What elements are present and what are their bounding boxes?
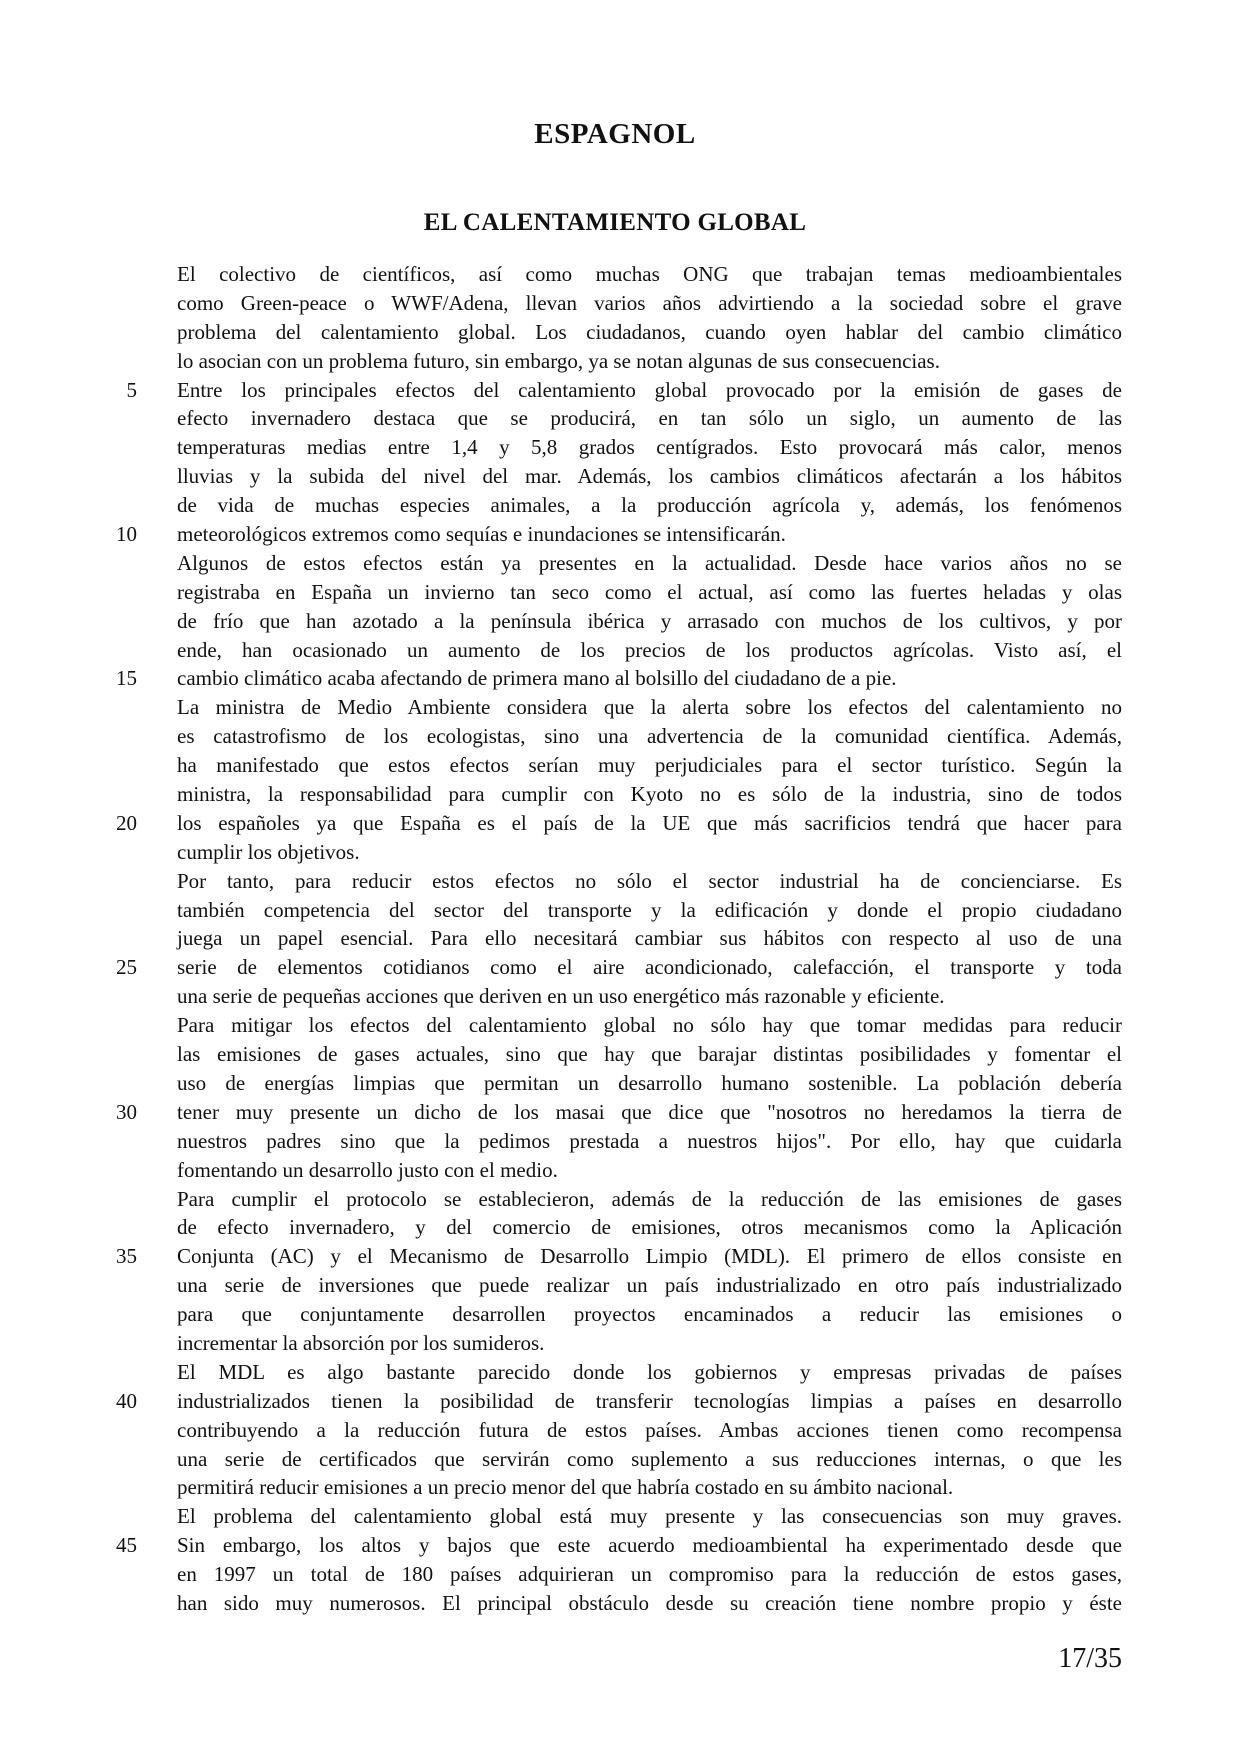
- text-line: [108, 462, 1122, 491]
- line-number: [108, 838, 137, 867]
- text-line: [108, 520, 1122, 549]
- line-number: 35: [116, 1244, 137, 1269]
- line-number: [108, 289, 137, 318]
- line-number: [108, 1213, 137, 1242]
- line-number: [108, 1300, 137, 1329]
- line-number: 25: [116, 955, 137, 980]
- line-number: [108, 1473, 137, 1502]
- line-number: [108, 1156, 137, 1185]
- line-number: 40: [116, 1388, 137, 1413]
- text-line: [108, 1358, 1122, 1387]
- line-text: es catastrofismo de los ecologistas, sino una advertencia de la comunidad científica. Además,: [177, 724, 1122, 749]
- line-text: los españoles ya que España es el país de la UE que más sacrificios tendrá que hacer para: [177, 810, 1122, 835]
- line-text: efecto invernadero destaca que se producirá, en tan sólo un siglo, un aumento de las: [177, 406, 1122, 431]
- line-number: [108, 549, 137, 578]
- text-line: [108, 289, 1122, 318]
- document-title: ESPAGNOL: [534, 118, 696, 150]
- line-text: una serie de inversiones que puede realizar un país industrializado en otro país industrializado: [177, 1273, 1122, 1298]
- text-line: [108, 1300, 1122, 1329]
- line-text: han sido muy numerosos. El principal obstáculo desde su creación tiene nombre propio y éste: [177, 1590, 1122, 1615]
- text-line: [108, 924, 1122, 953]
- line-text: de vida de muchas especies animales, a la producción agrícola y, además, los fenómenos: [177, 493, 1122, 518]
- line-text: fomentando un desarrollo justo con el medio.: [177, 1157, 558, 1182]
- line-number: [108, 1502, 137, 1531]
- text-line: [108, 1271, 1122, 1300]
- text-line: [108, 376, 1122, 405]
- line-text: La ministra de Medio Ambiente considera que la alerta sobre los efectos del calentamiento no: [177, 695, 1122, 720]
- text-line: [108, 809, 1122, 838]
- line-text: juega un papel esencial. Para ello necesitará cambiar sus hábitos con respecto al uso de una: [177, 926, 1122, 951]
- text-line: [108, 1156, 1122, 1185]
- line-text: uso de energías limpias que permitan un desarrollo humano sostenible. La población debería: [177, 1070, 1122, 1095]
- text-line: [108, 260, 1122, 289]
- line-number: [108, 1445, 137, 1474]
- line-number: [108, 1329, 137, 1358]
- line-text: de efecto invernadero, y del comercio de emisiones, otros mecanismos como la Aplicación: [177, 1215, 1122, 1240]
- text-line: [108, 1185, 1122, 1214]
- line-text: para que conjuntamente desarrollen proyectos encaminados a reducir las emisiones o: [177, 1302, 1122, 1327]
- text-line: [108, 1213, 1122, 1242]
- text-line: [108, 780, 1122, 809]
- line-number: [108, 1185, 137, 1214]
- text-line: [108, 896, 1122, 925]
- line-text: lo asocian con un problema futuro, sin embargo, ya se notan algunas de sus consecuencias.: [177, 348, 940, 373]
- line-text: Para mitigar los efectos del calentamiento global no sólo hay que tomar medidas para reducir: [177, 1013, 1122, 1038]
- line-text: incrementar la absorción por los sumideros.: [177, 1330, 545, 1355]
- line-number: 20: [116, 810, 137, 835]
- text-line: [108, 1387, 1122, 1416]
- line-number: [108, 722, 137, 751]
- line-text: serie de elementos cotidianos como el aire acondicionado, calefacción, el transporte y toda: [177, 955, 1122, 980]
- line-text: ha manifestado que estos efectos serían muy perjudiciales para el sector turístico. Según la: [177, 753, 1122, 778]
- line-number: [108, 347, 137, 376]
- line-number: [108, 693, 137, 722]
- text-line: [108, 1416, 1122, 1445]
- line-text: Algunos de estos efectos están ya presentes en la actualidad. Desde hace varios años no se: [177, 550, 1122, 575]
- text-line: [108, 1040, 1122, 1069]
- text-line: [108, 433, 1122, 462]
- text-line: [108, 404, 1122, 433]
- line-text: problema del calentamiento global. Los ciudadanos, cuando oyen hablar del cambio climático: [177, 319, 1122, 344]
- text-line: [108, 1069, 1122, 1098]
- line-number: [108, 1358, 137, 1387]
- line-text: El problema del calentamiento global está muy presente y las consecuencias son muy graves.: [177, 1504, 1122, 1529]
- text-line: [108, 347, 1122, 376]
- line-text: cumplir los objetivos.: [177, 839, 360, 864]
- text-body: [108, 260, 1122, 1618]
- line-text: Conjunta (AC) y el Mecanismo de Desarrollo Limpio (MDL). El primero de ellos consiste en: [177, 1244, 1122, 1269]
- line-number: 45: [116, 1533, 137, 1558]
- line-number: 10: [116, 522, 137, 547]
- line-text: una serie de certificados que servirán como suplemento a sus reducciones internas, o que les: [177, 1446, 1122, 1471]
- line-text: El colectivo de científicos, así como muchas ONG que trabajan temas medioambientales: [177, 262, 1122, 286]
- text-line: [108, 1445, 1122, 1474]
- line-number: [108, 636, 137, 665]
- text-line: [108, 982, 1122, 1011]
- line-text: registraba en España un invierno tan seco como el actual, así como las fuertes heladas y olas: [177, 579, 1122, 604]
- text-line: [108, 693, 1122, 722]
- line-text: cambio climático acaba afectando de primera mano al bolsillo del ciudadano de a pie.: [177, 666, 897, 691]
- line-number: [108, 404, 137, 433]
- text-line: [108, 578, 1122, 607]
- line-text: ministra, la responsabilidad para cumplir con Kyoto no es sólo de la industria, sino de todos: [177, 782, 1122, 807]
- line-number: [108, 1560, 137, 1589]
- text-line: [108, 664, 1122, 693]
- line-text: en 1997 un total de 180 países adquirieran un compromiso para la reducción de estos gases,: [177, 1562, 1122, 1587]
- line-text: temperaturas medias entre 1,4 y 5,8 grados centígrados. Esto provocará más calor, menos: [177, 435, 1122, 460]
- line-text: Sin embargo, los altos y bajos que este acuerdo medioambiental ha experimentado desde que: [177, 1533, 1122, 1558]
- line-number: [108, 896, 137, 925]
- line-number: [108, 867, 137, 896]
- text-line: [108, 1502, 1122, 1531]
- line-number: [108, 982, 137, 1011]
- text-line: [108, 867, 1122, 896]
- line-text: lluvias y la subida del nivel del mar. Además, los cambios climáticos afectarán a los hábitos: [177, 464, 1122, 489]
- text-line: [108, 953, 1122, 982]
- text-line: [108, 838, 1122, 867]
- line-number: [108, 462, 137, 491]
- line-text: Entre los principales efectos del calentamiento global provocado por la emisión de gases de: [177, 377, 1122, 402]
- text-line: [108, 607, 1122, 636]
- line-number: [108, 260, 137, 289]
- text-line: [108, 751, 1122, 780]
- page-number: 17/35: [1058, 1643, 1122, 1674]
- line-text: de frío que han azotado a la península ibérica y arrasado con muchos de los cultivos, y por: [177, 608, 1122, 633]
- text-line: [108, 636, 1122, 665]
- line-number: [108, 1040, 137, 1069]
- line-number: [108, 1069, 137, 1098]
- text-line: [108, 549, 1122, 578]
- line-number: [108, 780, 137, 809]
- text-line: [108, 1011, 1122, 1040]
- text-line: [108, 1560, 1122, 1589]
- line-number: 5: [126, 377, 137, 402]
- line-number: [108, 433, 137, 462]
- text-line: [108, 1242, 1122, 1271]
- line-number: [108, 1416, 137, 1445]
- line-number: 15: [116, 666, 137, 691]
- line-number: [108, 607, 137, 636]
- text-line: [108, 491, 1122, 520]
- text-line: [108, 1127, 1122, 1156]
- text-title: EL CALENTAMIENTO GLOBAL: [423, 209, 807, 236]
- line-number: [108, 491, 137, 520]
- line-text: contribuyendo a la reducción futura de estos países. Ambas acciones tienen como recompensa: [177, 1417, 1122, 1442]
- line-number: [108, 751, 137, 780]
- line-text: ende, han ocasionado un aumento de los precios de los productos agrícolas. Visto así, el: [177, 637, 1122, 662]
- line-text: Por tanto, para reducir estos efectos no sólo el sector industrial ha de concienciarse. Es: [177, 868, 1122, 893]
- line-text: tener muy presente un dicho de los masai que dice que "nosotros no heredamos la tierra de: [177, 1099, 1122, 1124]
- text-line: [108, 722, 1122, 751]
- line-text: industrializados tienen la posibilidad de transferir tecnologías limpias a países en desarrollo: [177, 1388, 1122, 1413]
- line-text: Para cumplir el protocolo se establecieron, además de la reducción de las emisiones de gases: [177, 1186, 1122, 1211]
- line-number: [108, 318, 137, 347]
- line-number: [108, 1011, 137, 1040]
- line-text: meteorológicos extremos como sequías e inundaciones se intensificarán.: [177, 522, 786, 547]
- text-line: [108, 1531, 1122, 1560]
- text-line: [108, 318, 1122, 347]
- text-line: [108, 1473, 1122, 1502]
- line-text: permitirá reducir emisiones a un precio menor del que habría costado en su ámbito nacional.: [177, 1475, 954, 1500]
- line-number: [108, 1589, 137, 1618]
- line-number: [108, 578, 137, 607]
- line-number: [108, 1271, 137, 1300]
- line-text: una serie de pequeñas acciones que deriven en un uso energético más razonable y eficiente.: [177, 984, 945, 1009]
- line-number: 30: [116, 1099, 137, 1124]
- line-number: [108, 924, 137, 953]
- line-text: El MDL es algo bastante parecido donde los gobiernos y empresas privadas de países: [177, 1359, 1122, 1384]
- text-line: [108, 1329, 1122, 1358]
- line-text: nuestros padres sino que la pedimos prestada a nuestros hijos". Por ello, hay que cuidarla: [177, 1128, 1122, 1153]
- text-line: [108, 1098, 1122, 1127]
- line-text: como Green-peace o WWF/Adena, llevan varios años advirtiendo a la sociedad sobre el grave: [177, 290, 1122, 315]
- line-number: [108, 1127, 137, 1156]
- line-text: también competencia del sector del transporte y la edificación y donde el propio ciudadano: [177, 897, 1122, 922]
- line-text: las emisiones de gases actuales, sino que hay que barajar distintas posibilidades y fomentar el: [177, 1042, 1122, 1067]
- text-line: [108, 1589, 1122, 1618]
